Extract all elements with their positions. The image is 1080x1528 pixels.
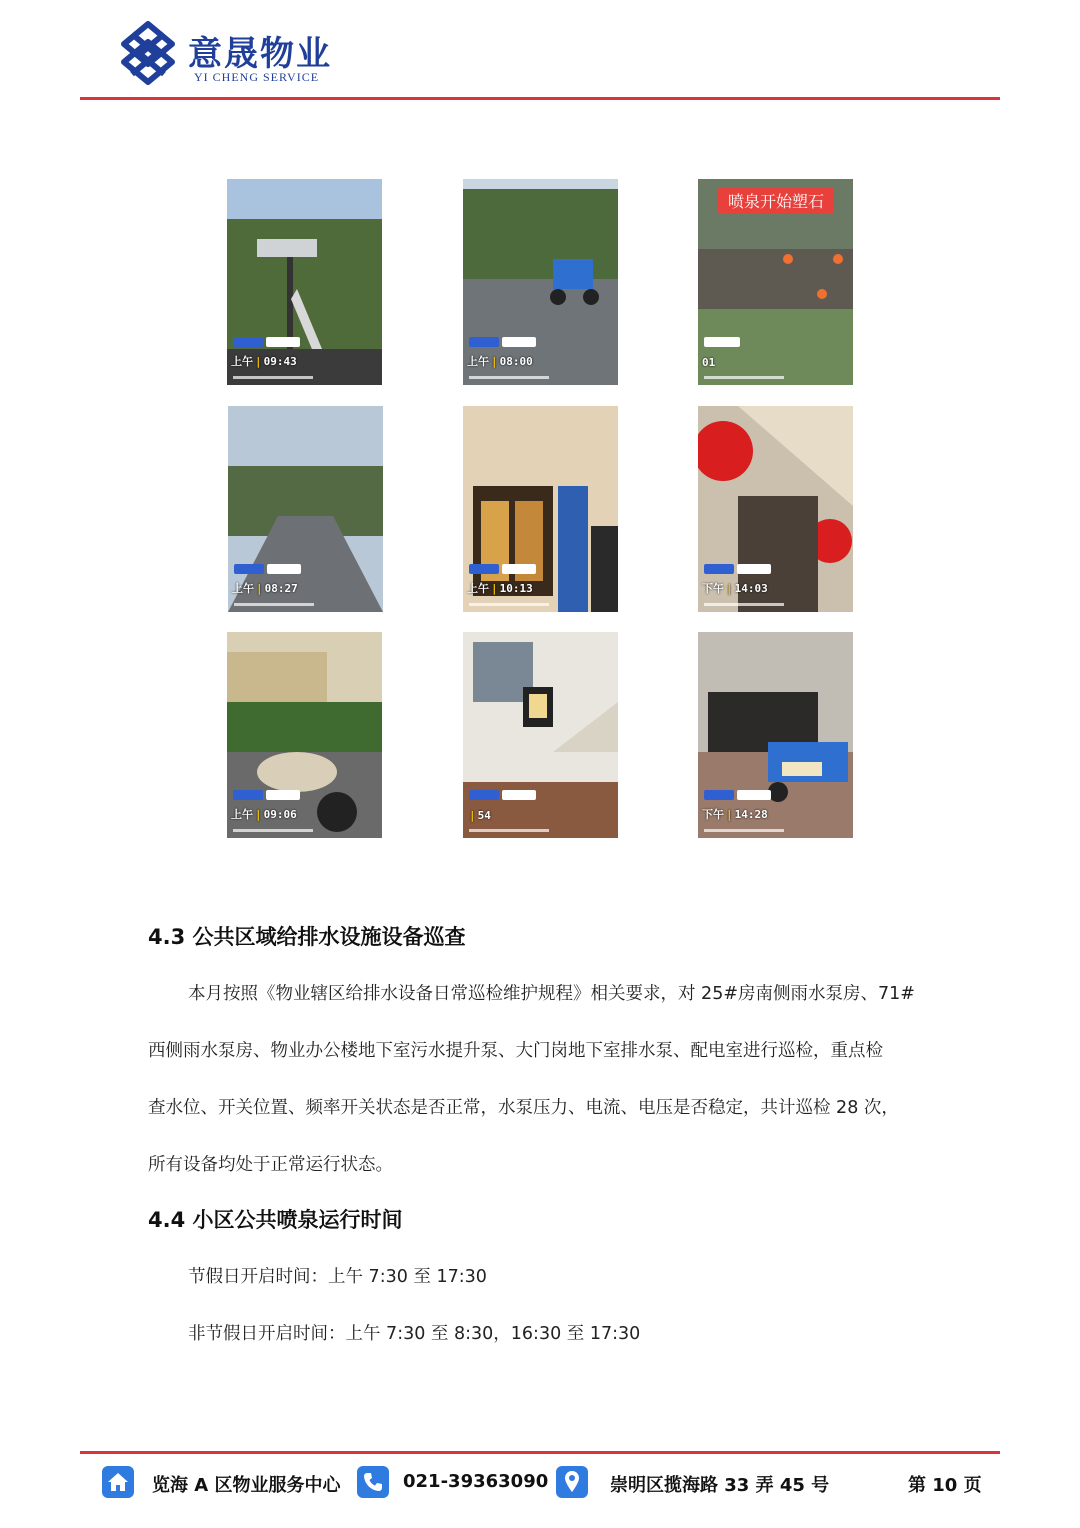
photo-timestamp: 下午 | 14:03 (702, 582, 768, 595)
photo-road-inspection (228, 406, 383, 612)
service-center-name: 览海 A 区物业服务中心 (152, 1475, 341, 1496)
photo-timestamp: 上午 | 08:00 (467, 355, 533, 368)
company-name-cn: 意晟物业 (188, 34, 332, 74)
company-name-en: YI CHENG SERVICE (194, 70, 320, 84)
location-icon (556, 1466, 588, 1498)
page-number: 第 10 页 (908, 1475, 982, 1496)
photo-timestamp: 01 (702, 356, 716, 369)
photo-wall-light-repair (463, 406, 618, 612)
address: 崇明区揽海路 33 弄 45 号 (610, 1475, 830, 1496)
section-4-3-heading: 4.3 公共区域给排水设施设备巡查 (148, 925, 466, 949)
photo-timestamp: 下午 | 14:28 (702, 808, 768, 821)
photo-garage-vehicle (698, 632, 853, 838)
section-4-4-heading: 4.4 小区公共喷泉运行时间 (148, 1208, 403, 1232)
photo-fountain-rockwork (698, 179, 853, 385)
photo-post-lamp (463, 632, 618, 838)
photo-street-lamp-repair (227, 179, 382, 385)
header-divider (80, 97, 1000, 100)
photo-timestamp: 上午 | 09:06 (231, 808, 297, 821)
photo-timestamp: 上午 | 10:13 (467, 582, 533, 595)
photo-caption: 喷泉开始塑石 (718, 187, 834, 214)
section-4-3-line-4: 所有设备均处于正常运行状态。 (148, 1155, 393, 1175)
photo-lantern-ceiling-work (698, 406, 853, 612)
home-icon (102, 1466, 134, 1498)
photo-timestamp: 上午 | 09:43 (231, 355, 297, 368)
section-4-3-line-1: 本月按照《物业辖区给排水设备日常巡检维护规程》相关要求，对 25#房南侧雨水泵房、71# (188, 984, 915, 1004)
logo-knot-icon (112, 20, 184, 86)
photo-timestamp: 上午 | 08:27 (232, 582, 298, 595)
photo-balustrade-cleanup (227, 632, 382, 838)
section-4-3-line-2: 西侧雨水泵房、物业办公楼地下室污水提升泵、大门岗地下室排水泵、配电室进行巡检，重点检 (148, 1041, 883, 1061)
phone-icon (357, 1466, 389, 1498)
photo-timestamp: | 54 (469, 809, 491, 822)
section-4-3-line-3: 查水位、开关位置、频率开关状态是否正常，水泵压力、电流、电压是否稳定，共计巡检 28 次， (148, 1098, 899, 1118)
photo-patrol-vehicle (463, 179, 618, 385)
company-logo (112, 20, 332, 90)
footer-divider (80, 1451, 1000, 1454)
holiday-hours: 节假日开启时间：上午 7:30 至 17:30 (188, 1267, 487, 1287)
non-holiday-hours: 非节假日开启时间：上午 7:30 至 8:30，16:30 至 17:30 (188, 1324, 641, 1344)
phone-number: 021-39363090 (403, 1471, 549, 1492)
